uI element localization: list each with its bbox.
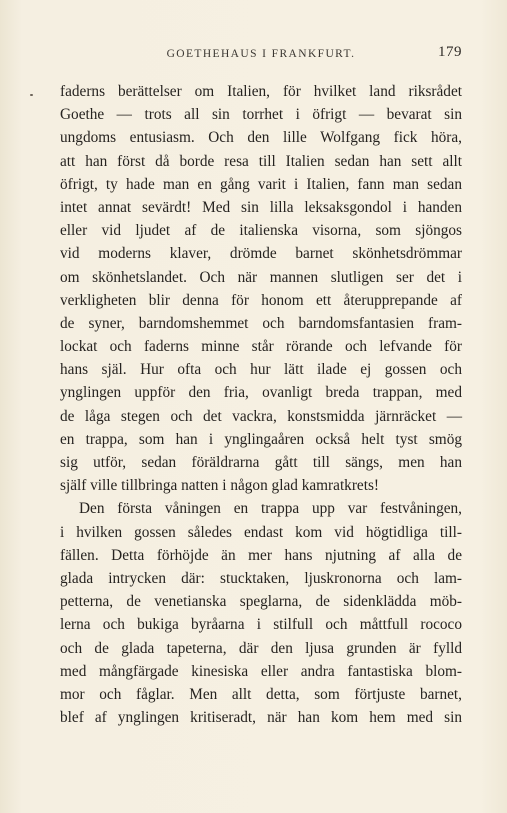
text-line: ungdoms entusiasm. Och den lille Wolfgang fick höra, <box>60 129 462 147</box>
text-line: verkligheten blir denna för honom ett återupprepande af <box>60 291 462 309</box>
text-line: sig utför, sedan föräldrarna gått till sängs, men han <box>60 454 462 471</box>
page-number: 179 <box>438 44 462 60</box>
text-line: öfrigt, ty hade man en gång varit i Italien, fann man sedan <box>60 175 462 193</box>
text-line: i hvilken gossen således endast kom vid högtidliga till- <box>60 523 462 541</box>
paper-speck <box>30 94 33 96</box>
text-line: eller vid ljudet af de italienska visorna, som sjöngos <box>60 222 462 240</box>
text-line: ynglingen uppför den fria, ovanligt breda trappan, med <box>60 384 462 402</box>
text-line: glada intrycken där: stucktaken, ljuskronorna och lam- <box>60 569 462 587</box>
text-line: blef af ynglingen kritiseradt, när han kom hem med sin <box>60 709 462 727</box>
text-line: Goethe — trots all sin torrhet i öfrigt — bevarat sin <box>60 106 462 124</box>
paragraph-last-line: själf ville tillbringa natten i någon glad kamratkrets! <box>60 477 380 495</box>
text-line: fällen. Detta förhöjde än mer hans njutning af alla de <box>60 546 462 564</box>
text-line: om skönhetslandet. Och när mannen slutligen ser det i <box>60 268 462 286</box>
running-head-title: GOETHEHAUS I FRANKFURT. <box>166 48 356 60</box>
text-line: att han först då borde resa till Italien sedan han sett allt <box>60 152 462 170</box>
text-line: lerna och bukiga byråarna i stilfull och måttfull rococo <box>60 616 462 634</box>
running-head <box>60 44 462 64</box>
text-line: vid moderns klaver, drömde barnet skönhetsdrömmar <box>60 245 462 263</box>
text-line: med mångfärgade kinesiska eller andra fantastiska blom- <box>60 662 462 680</box>
text-line: mor och fåglar. Men allt detta, som förtjuste barnet, <box>60 685 462 703</box>
text-line: de syner, barndomshemmet och barndomsfantasien fram- <box>60 314 462 332</box>
text-line: lockat och faderns minne står rörande och lefvande för <box>60 338 462 356</box>
text-line: och de glada tapeterna, där den ljusa grunden är fylld <box>60 639 462 657</box>
body-text <box>60 80 462 729</box>
text-line: intet annat sevärdt! Med sin lilla leksaksgondol i handen <box>60 198 462 216</box>
text-line: de låga stegen och det vackra, konstsmidda järnräcket — <box>60 407 462 425</box>
text-line: hans själ. Hur ofta och hur lätt ilade ej gossen och <box>60 361 462 379</box>
paragraph-first-line: Den första våningen en trappa upp var festvåningen, <box>79 500 462 518</box>
text-line: petterna, de venetianska speglarna, de sidenklädda möb- <box>60 593 462 611</box>
text-line: faderns berättelser om Italien, för hvilket land riksrådet <box>60 83 462 100</box>
text-line: en trappa, som han i ynglingaåren också helt tyst smög <box>60 430 462 448</box>
